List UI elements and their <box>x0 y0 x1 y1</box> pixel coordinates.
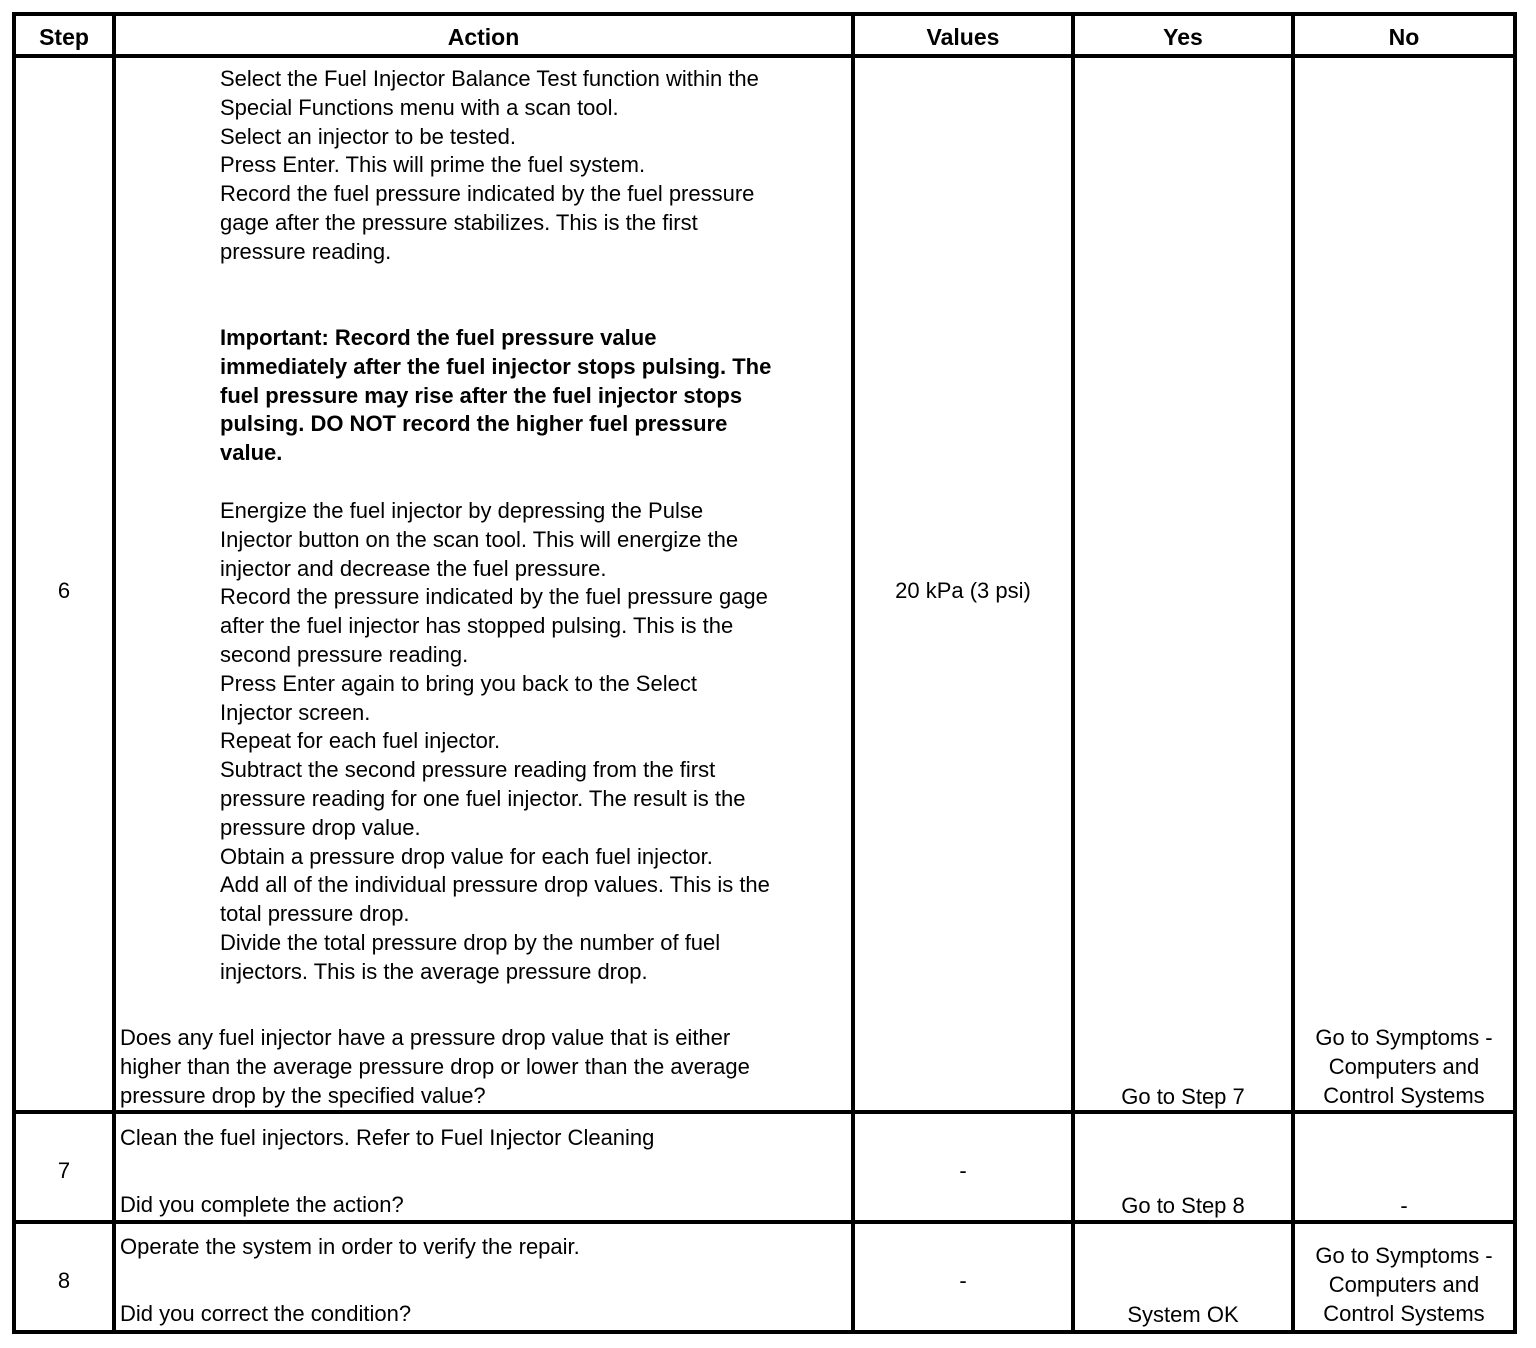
action-line: Obtain a pressure drop value for each fuel injector. <box>220 843 713 869</box>
row6-important-note <box>220 324 771 468</box>
action-line: Divide the total pressure drop by the number of fuel <box>220 929 721 955</box>
header-values: Values <box>926 23 1000 50</box>
action-line: pressure drop value. <box>220 814 421 840</box>
no-line: Computers and <box>1328 1271 1480 1297</box>
action-line: pressure reading for one fuel injector. The result is the <box>220 785 746 811</box>
diagnostic-table <box>12 12 1517 1334</box>
action-line: Injector screen. <box>220 699 371 725</box>
row7-values: - <box>959 1157 967 1183</box>
row8-no <box>1295 1242 1513 1328</box>
action-line: after the fuel injector has stopped pulsing. This is the <box>220 613 734 639</box>
row7-yes: Go to Step 8 <box>1121 1192 1245 1218</box>
row6-values: 20 kPa (3 psi) <box>895 577 1031 603</box>
row8-question: Did you correct the condition? <box>120 1301 412 1326</box>
question-line: higher than the average pressure drop or lower than the average <box>120 1053 750 1079</box>
row6-step: 6 <box>57 577 71 603</box>
col-divider <box>1071 16 1075 1330</box>
no-line: Computers and <box>1328 1053 1480 1079</box>
header-yes: Yes <box>1163 23 1203 50</box>
header-action: Action <box>447 23 520 50</box>
row8-yes: System OK <box>1127 1301 1239 1327</box>
col-divider <box>851 16 855 1330</box>
row6-question <box>120 1024 750 1110</box>
action-line: Record the pressure indicated by the fuel pressure gage <box>220 584 768 610</box>
row7-question: Did you complete the action? <box>120 1192 404 1217</box>
action-line: pressure reading. <box>220 238 392 264</box>
action-line: total pressure drop. <box>220 901 410 927</box>
important-line: fuel pressure may rise after the fuel injector stops <box>220 382 743 408</box>
action-line: Add all of the individual pressure drop values. This is the <box>220 872 770 898</box>
action-line: Subtract the second pressure reading from the first <box>220 757 716 783</box>
important-line: Important: Record the fuel pressure value <box>220 325 657 350</box>
col-divider <box>1291 16 1295 1330</box>
row8-values: - <box>959 1267 967 1293</box>
header-no: No <box>1388 23 1420 50</box>
important-line: pulsing. DO NOT record the higher fuel pressure <box>220 411 728 437</box>
col-divider <box>112 16 116 1330</box>
important-line: value. <box>220 440 283 466</box>
row8-action: Operate the system in order to verify the repair. <box>120 1234 580 1259</box>
action-line: Select the Fuel Injector Balance Test function within the <box>220 66 759 91</box>
action-line: injector and decrease the fuel pressure. <box>220 555 607 581</box>
question-line: Does any fuel injector have a pressure drop value that is either <box>120 1025 731 1050</box>
row7-step: 7 <box>57 1157 71 1183</box>
question-line: pressure drop by the specified value? <box>120 1082 486 1108</box>
action-line: Repeat for each fuel injector. <box>220 728 501 754</box>
action-line: Injector button on the scan tool. This will energize the <box>220 526 739 552</box>
row6-yes: Go to Step 7 <box>1121 1083 1245 1109</box>
no-line: Go to Symptoms - <box>1315 1243 1493 1268</box>
row8-step: 8 <box>57 1267 71 1293</box>
header-step: Step <box>39 23 89 50</box>
action-line: Record the fuel pressure indicated by the fuel pressure <box>220 181 755 207</box>
no-line: Control Systems <box>1323 1082 1485 1108</box>
row7-action: Clean the fuel injectors. Refer to Fuel Injector Cleaning <box>120 1125 655 1150</box>
action-line: Press Enter. This will prime the fuel system. <box>220 152 646 178</box>
action-line: Press Enter again to bring you back to the Select <box>220 670 697 696</box>
action-line: Special Functions menu with a scan tool. <box>220 94 619 120</box>
row6-no <box>1295 1024 1513 1110</box>
row6-action-a <box>220 65 759 267</box>
no-line: Control Systems <box>1323 1300 1485 1326</box>
action-line: gage after the pressure stabilizes. This is the first <box>220 209 698 235</box>
action-line: Select an injector to be tested. <box>220 123 516 149</box>
action-line: injectors. This is the average pressure drop. <box>220 958 648 984</box>
no-line: Go to Symptoms - <box>1315 1025 1493 1050</box>
row7-no: - <box>1400 1192 1408 1218</box>
action-line: second pressure reading. <box>220 641 469 667</box>
important-line: immediately after the fuel injector stops pulsing. The <box>220 353 772 379</box>
row6-action-b <box>220 497 770 987</box>
action-line: Energize the fuel injector by depressing the Pulse <box>220 498 704 523</box>
